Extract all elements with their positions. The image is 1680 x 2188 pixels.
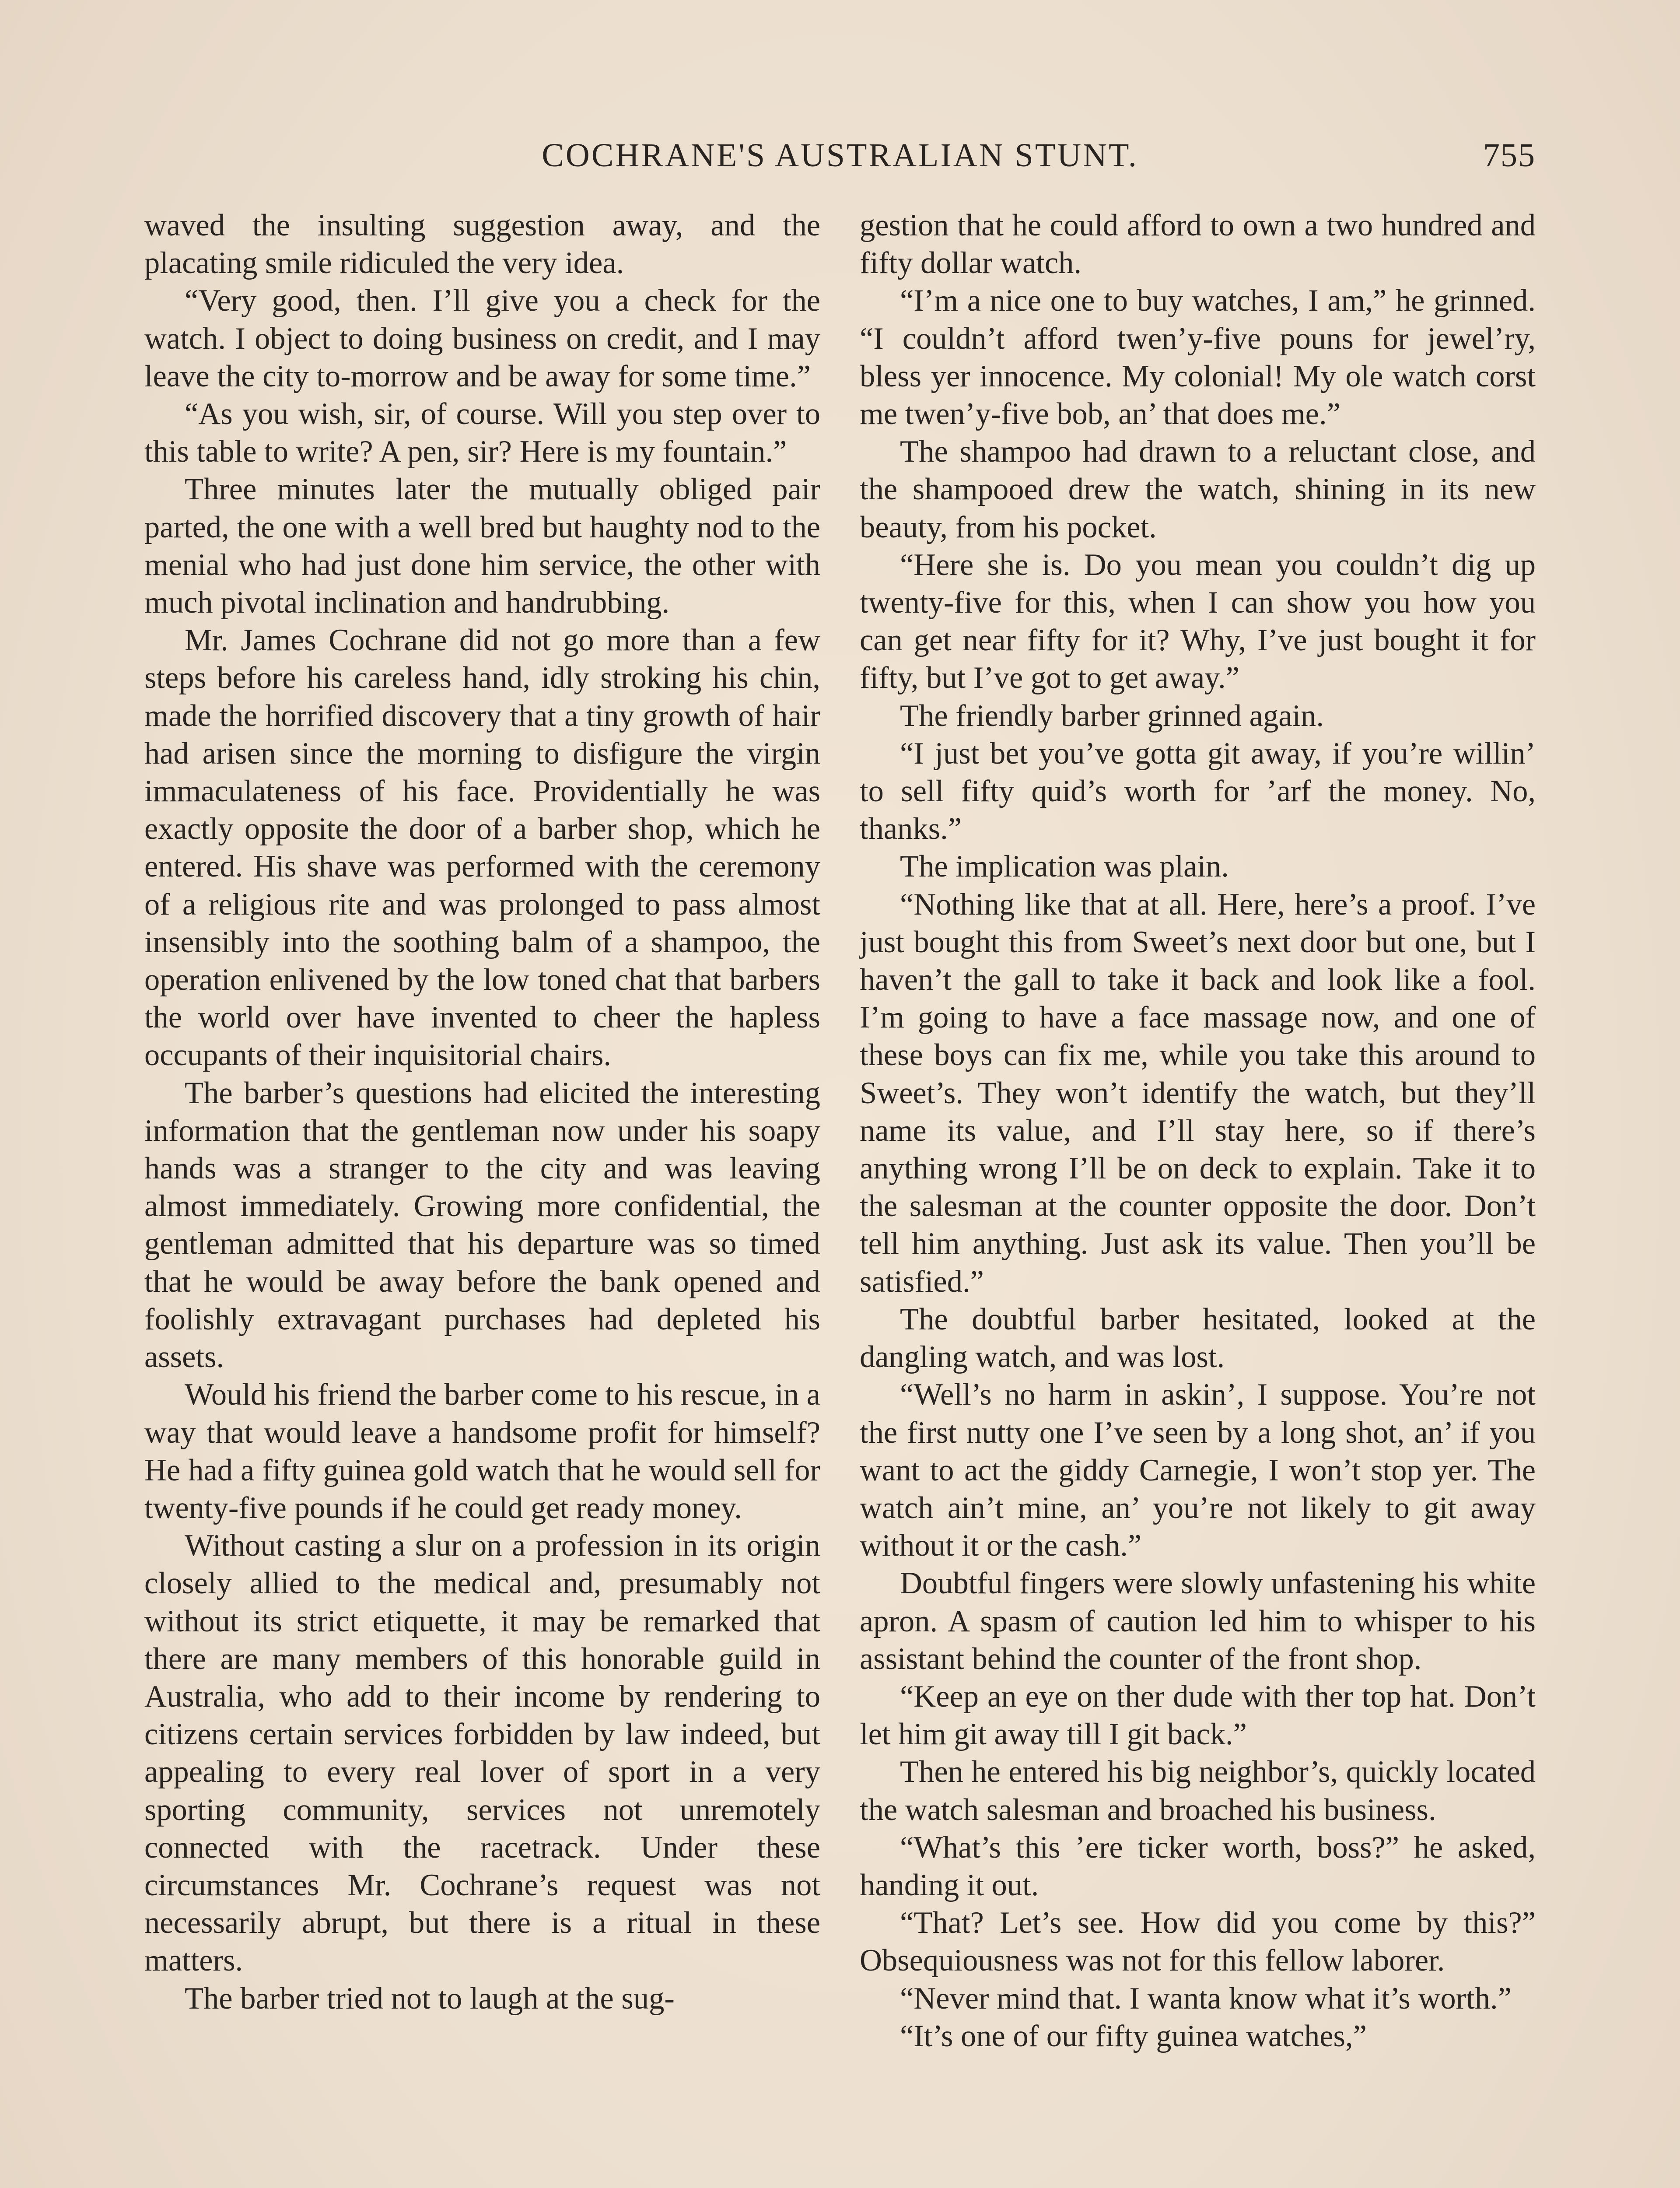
paragraph: “Well’s no harm in askin’, I suppose. You’re not the first nutty one I’ve seen by a long shot, an’ if you want to act the giddy Carnegie, I won’t stop yer. The watch ain’t mine, an’ you’re not likely to git away without it or the cash.” xyxy=(860,1378,1536,1563)
left-column xyxy=(144,207,820,2188)
paragraph: “That? Let’s see. How did you come by this?” Obsequiousness was not for this fellow laborer. xyxy=(860,1906,1536,1978)
paragraph: Doubtful fingers were slowly unfastening his white apron. A spasm of caution led him to whisper to his assistant behind the counter of the front shop. xyxy=(860,1566,1536,1676)
paragraph: “I just bet you’ve gotta git away, if you’re willin’ to sell fifty quid’s worth for ’arf the money. No, thanks.” xyxy=(860,736,1536,846)
paragraph: “Very good, then. I’ll give you a check for the watch. I object to doing business on credit, and I may leave the city to-morrow and be away for some time.” xyxy=(144,284,820,393)
paragraph: “Here she is. Do you mean you couldn’t dig up twenty-five for this, when I can show you how you can get near fifty for it? Why, I’ve just bought it for fifty, but I’ve got to get away.” xyxy=(860,547,1536,695)
paragraph: The barber tried not to laugh at the sug- xyxy=(185,1981,675,2016)
paragraph: Then he entered his big neighbor’s, quickly located the watch salesman and broached his business. xyxy=(860,1755,1536,1827)
paragraph: waved the insulting suggestion away, and the placating smile ridiculed the very idea. xyxy=(144,208,820,281)
paragraph: Three minutes later the mutually obliged pair parted, the one with a well bred but haughty nod to the menial who had just done him service, the other with much pivotal inclination and handrubbing. xyxy=(144,472,820,620)
paragraph: “I’m a nice one to buy watches, I am,” he grinned. “I couldn’t afford twen’y-five pouns for jewel’ry, bless yer innocence. My colonial! My ole watch corst me twen’y-five bob, an’ that does me.” xyxy=(860,284,1536,431)
paragraph: The shampoo had drawn to a reluctant close, and the shampooed drew the watch, shining in its new beauty, from his pocket. xyxy=(860,435,1536,544)
paragraph: The implication was plain. xyxy=(900,849,1229,884)
paragraph: The doubtful barber hesitated, looked at the dangling watch, and was lost. xyxy=(860,1302,1536,1375)
paragraph: The friendly barber grinned again. xyxy=(900,698,1324,733)
paragraph: “Keep an eye on ther dude with ther top hat. Don’t let him git away till I git back.” xyxy=(860,1679,1536,1752)
paragraph: “It’s one of our fifty guinea watches,” xyxy=(900,2019,1367,2053)
paragraph: gestion that he could afford to own a two hundred and fifty dollar watch. xyxy=(860,208,1536,281)
paragraph: Mr. James Cochrane did not go more than a few steps before his careless hand, idly stroking his chin, made the horrified discovery that a tiny growth of hair had arisen since the morning to disfigure the virgin immaculateness of his face. Providentially he was exactly opposite the door of a barber shop, which he entered. His shave was performed with the ceremony of a religious rite and was prolonged to pass almost insensibly into the soothing balm of a shampoo, the operation enlivened by the low toned chat that barbers the world over have invented to cheer the hapless occupants of their inquisitorial chairs. xyxy=(144,623,820,1073)
running-header xyxy=(144,131,1536,184)
right-column xyxy=(860,207,1536,2188)
paragraph: Without casting a slur on a profession in its origin closely allied to the medical and, presumably not without its strict etiquette, it may be remarked that there are many members of this honorable guild in Australia, who add to their income by rendering to citizens certain services forbidden by law indeed, but appealing to every real lover of sport in a very sporting community, services not unremotely connected with the racetrack. Under these circumstances Mr. Cochrane’s request was not necessarily abrupt, but there is a ritual in these matters. xyxy=(144,1529,820,1978)
paragraph: “As you wish, sir, of course. Will you step over to this table to write? A pen, sir? Here is my fountain.” xyxy=(144,397,820,469)
running-title: COCHRANE'S AUSTRALIAN STUNT. xyxy=(542,137,1138,174)
paragraph: The barber’s questions had elicited the interesting information that the gentleman now under his soapy hands was a stranger to the city and was leaving almost immediately. Growing more confidential, the gentleman admitted that his departure was so timed that he would be away before the bank opened and foolishly extravagant purchases had depleted his assets. xyxy=(144,1076,820,1375)
paragraph: “Nothing like that at all. Here, here’s a proof. I’ve just bought this from Sweet’s next door but one, but I haven’t the gall to take it back and look like a fool. I’m going to have a face massage now, and one of these boys can fix me, while you take this around to Sweet’s. They won’t identify the watch, but they’ll name its value, and I’ll stay here, so if there’s anything wrong I’ll be on deck to explain. Take it to the salesman at the counter opposite the door. Don’t tell him anything. Just ask its value. Then you’ll be satisfied.” xyxy=(860,887,1536,1299)
page-number: 755 xyxy=(1483,137,1536,174)
paragraph: Would his friend the barber come to his rescue, in a way that would leave a handsome profit for himself? He had a fifty guinea gold watch that he would sell for twenty-five pounds if he could get ready money. xyxy=(144,1378,820,1525)
paragraph: “Never mind that. I wanta know what it’s worth.” xyxy=(900,1981,1512,2016)
paragraph: “What’s this ’ere ticker worth, boss?” he asked, handing it out. xyxy=(860,1830,1536,1902)
